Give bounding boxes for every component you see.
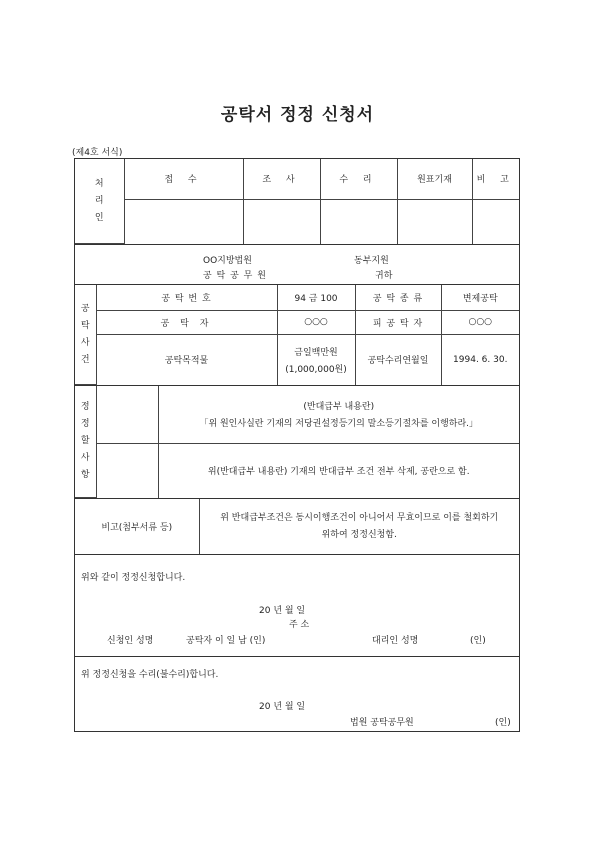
- acceptance-date[interactable]: 20 년 월 일: [259, 702, 306, 712]
- form-frame: [74, 158, 520, 732]
- agent-label: 대리인 성명: [372, 636, 419, 646]
- acceptance-date-label: 공탁수리연월일: [355, 334, 441, 385]
- branch-name: 동부지원: [354, 256, 389, 266]
- deposit-amount[interactable]: [277, 334, 355, 385]
- acceptance-seal[interactable]: (인): [495, 718, 511, 728]
- before-content: 「위 원인사실란 기재의 저당권설정등기의 말소등기절차를 이행하라.」: [199, 419, 479, 430]
- processor-label: 처 리 인: [75, 159, 124, 244]
- correction-after-text[interactable]: 위(반대급부 내용란) 기재의 반대급부 조건 전부 삭제, 공란으로 함.: [158, 443, 519, 498]
- agent-seal[interactable]: (인): [470, 636, 486, 646]
- header-receipt: 접 수: [124, 159, 243, 199]
- correction-before-cell: [96, 386, 158, 443]
- deposit-object-label: 공탁목적물: [96, 334, 277, 385]
- remarks-label: 비고(첨부서류 등): [75, 499, 199, 554]
- cell-ledger-entry[interactable]: [397, 199, 472, 244]
- correction-section: [75, 386, 519, 499]
- acceptance-date-value[interactable]: 1994. 6. 30.: [441, 334, 519, 385]
- acceptance-officer: 법원 공탁공무원: [350, 718, 414, 728]
- cell-investigation[interactable]: [243, 199, 320, 244]
- amount-korean: 금일백만원: [294, 347, 338, 358]
- depositor-label: 공 탁 자: [96, 310, 277, 334]
- deposit-number-value[interactable]: 94 금 100: [277, 285, 355, 310]
- officer-title: 공 탁 공 무 원: [203, 271, 267, 281]
- application-section: [75, 555, 519, 657]
- depositor-signature[interactable]: 공탁자 이 일 남 (인): [186, 636, 266, 646]
- cell-acceptance[interactable]: [320, 199, 397, 244]
- processing-section: [75, 159, 519, 245]
- depositor-value[interactable]: ○○○: [277, 310, 355, 334]
- amount-numeric: (1,000,000원): [285, 364, 347, 375]
- cell-remarks[interactable]: [472, 199, 519, 244]
- application-date[interactable]: 20 년 월 일: [259, 606, 306, 616]
- deposit-type-label: 공 탁 종 류: [355, 285, 441, 310]
- remarks-line-2: 위하여 정정신청함.: [321, 529, 397, 540]
- remarks-text[interactable]: [199, 499, 519, 554]
- address-section: [75, 245, 519, 285]
- remarks-section: [75, 499, 519, 555]
- depositee-label: 피 공 탁 자: [355, 310, 441, 334]
- deposit-number-label: 공 탁 번 호: [96, 285, 277, 310]
- deposit-case-section: [75, 285, 519, 386]
- acceptance-section: [75, 657, 519, 733]
- court-name: OO지방법원: [203, 256, 252, 266]
- address-label: 주 소: [289, 620, 310, 630]
- correction-before-text[interactable]: [158, 386, 519, 443]
- deposit-type-value[interactable]: 변제공탁: [441, 285, 519, 310]
- honorific: 귀하: [375, 271, 393, 281]
- application-statement: 위와 같이 정정신청합니다.: [81, 573, 186, 583]
- remarks-line-1: 위 반대급부조건은 동시이행조건이 아니어서 무효이므로 이를 철회하기: [220, 512, 499, 523]
- before-heading: (반대급부 내용란): [303, 402, 375, 413]
- correction-side-label: 정 정 할 사 항: [75, 386, 96, 498]
- applicant-label: 신청인 성명: [107, 636, 154, 646]
- cell-receipt[interactable]: [124, 199, 243, 244]
- document-title: 공탁서 정정 신청서: [220, 105, 375, 125]
- acceptance-statement: 위 정정신청을 수리(불수리)합니다.: [81, 670, 219, 680]
- form-number: (제4호 서식): [72, 148, 123, 158]
- header-investigation: 조 사: [243, 159, 320, 199]
- header-acceptance: 수 리: [320, 159, 397, 199]
- header-remarks: 비 고: [472, 159, 519, 199]
- depositee-value[interactable]: ○○○: [441, 310, 519, 334]
- correction-after-cell: [96, 443, 158, 498]
- header-ledger-entry: 원표기재: [397, 159, 472, 199]
- case-side-label: 공 탁 사 건: [75, 285, 96, 385]
